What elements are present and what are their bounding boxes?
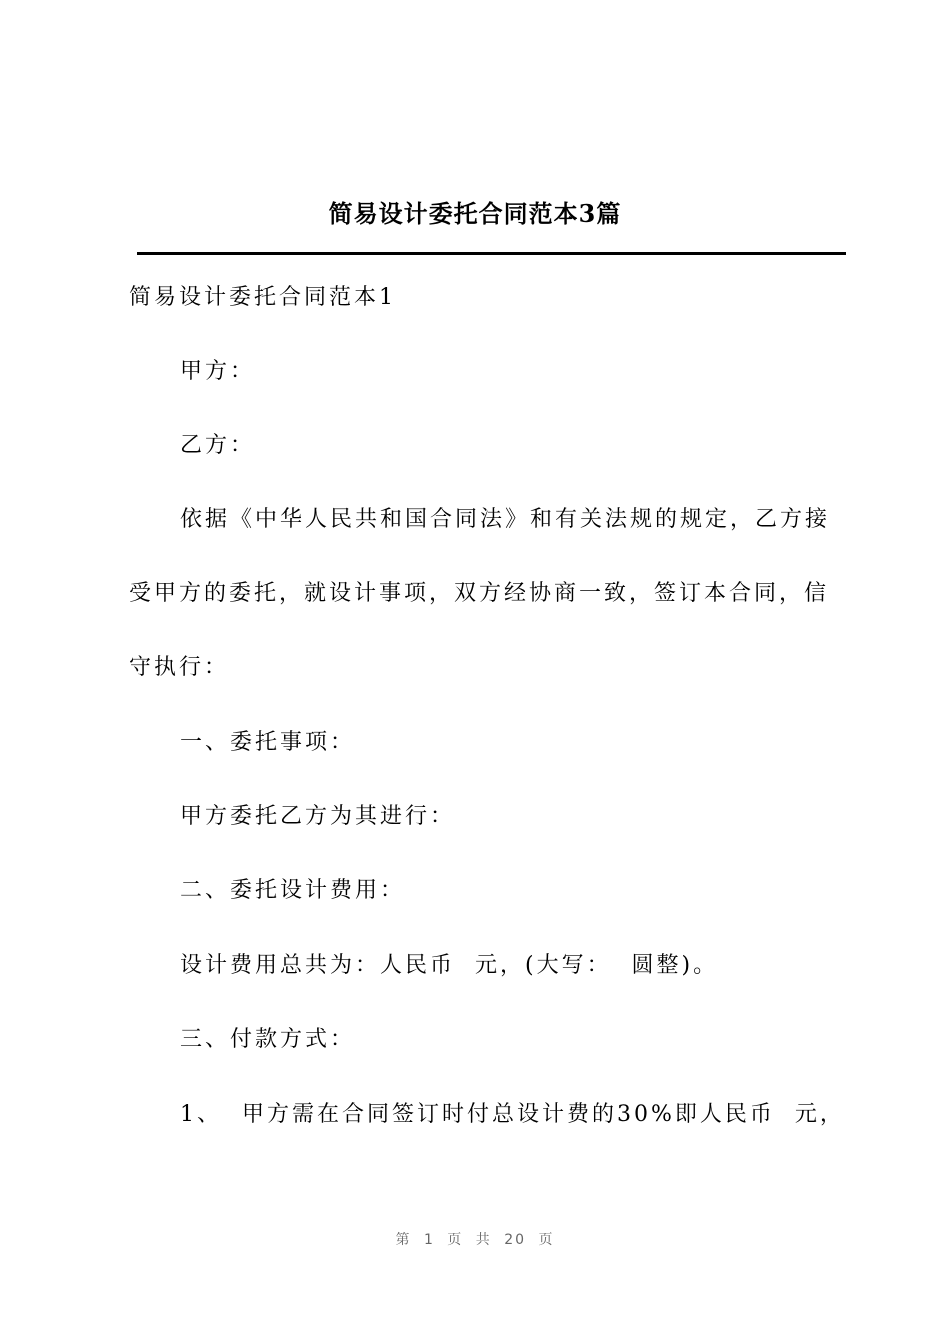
clause-text: 甲方委托乙方为其进行： <box>180 804 456 829</box>
party-a-label: 甲方： <box>180 359 256 384</box>
paragraph-line: 依据《中华人民共和国合同法》和有关法规的规定，乙方接 <box>180 507 831 532</box>
party-b-label: 乙方： <box>180 433 256 458</box>
clause-heading: 一、委托事项： <box>180 730 356 755</box>
page-number-footer: 第 1 页 共 20 页 <box>395 1232 555 1248</box>
clause-text: 1、 甲方需在合同签订时付总设计费的30%即人民币 元， <box>180 1102 845 1127</box>
document-title: 简易设计委托合同范本3篇 <box>328 199 622 228</box>
title-underline <box>137 252 846 255</box>
paragraph-line: 受甲方的委托，就设计事项，双方经协商一致，签订本合同，信 <box>129 581 830 606</box>
paragraph-line: 守执行： <box>129 655 230 680</box>
clause-text: 设计费用总共为：人民币 元，(大写： 圆整)。 <box>180 953 719 978</box>
section-heading: 简易设计委托合同范本1 <box>129 285 396 310</box>
clause-heading: 二、委托设计费用： <box>180 878 406 903</box>
clause-heading: 三、付款方式： <box>180 1027 356 1052</box>
